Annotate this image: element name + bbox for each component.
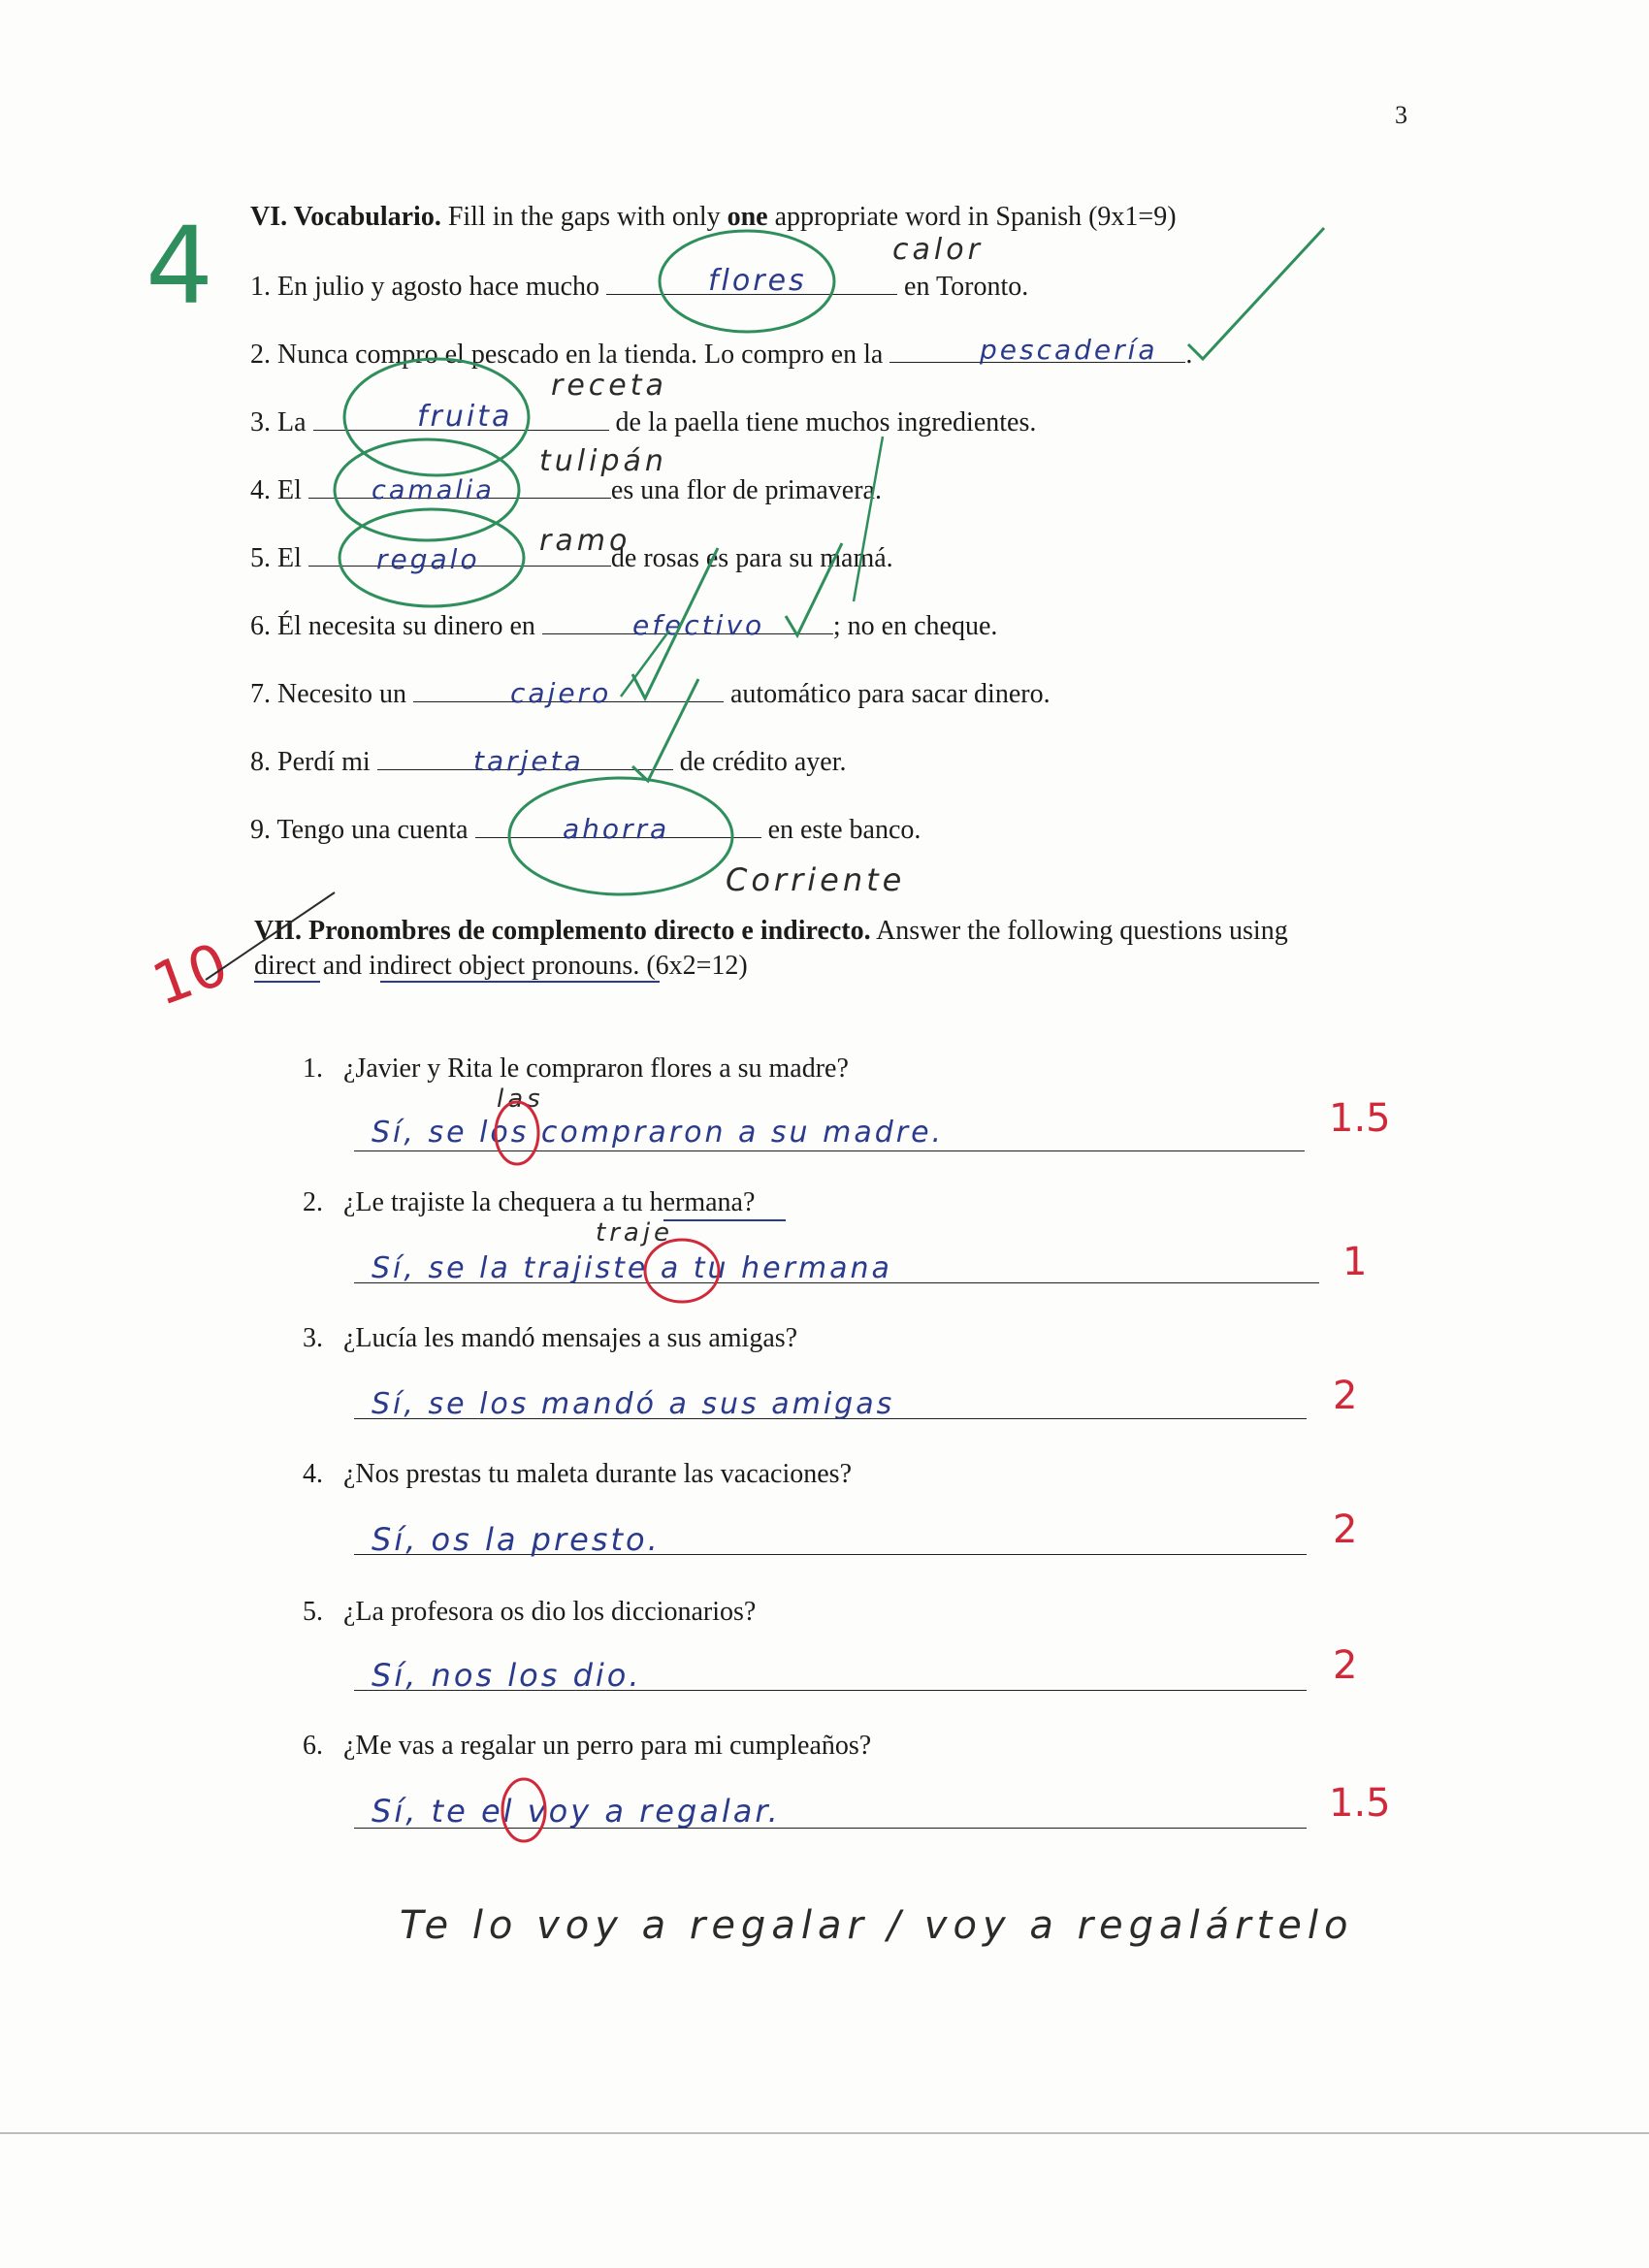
vocab-item-2-after: . [1185, 340, 1193, 370]
vocab-item-9-correction: Corriente [726, 861, 906, 898]
pron-question-3-num: 3. [303, 1323, 323, 1353]
vocab-item-6-answer: efectivo [632, 609, 765, 641]
vocab-item-2-prompt: 2. Nunca compro el pescado en la tienda. Lo compro en la [250, 340, 884, 370]
vocab-item-8-after: de crédito ayer. [679, 747, 847, 777]
section-6-one: one [727, 202, 768, 232]
pron-points-2: 1 [1342, 1240, 1368, 1284]
vocab-item-1-prompt: 1. En julio y agosto hace mucho [250, 272, 600, 302]
pron-correction-2: traje [596, 1218, 674, 1247]
vocab-item-1-after: en Toronto. [904, 272, 1029, 302]
section-6-instr: Fill in the gaps with only [440, 202, 728, 232]
pron-question-6-text: ¿Me vas a regalar un perro para mi cumpleaños? [343, 1731, 872, 1761]
pron-answer-3: Sí, se los mandó a sus amigas [372, 1387, 895, 1421]
pron-question-1-text: ¿Javier y Rita le compraron flores a su madre? [343, 1053, 849, 1084]
vocab-item-6-after: ; no en cheque. [832, 611, 998, 641]
pron-question-3-text: ¿Lucía les mandó mensajes a sus amigas? [343, 1323, 798, 1353]
vocab-item-9-after: en este banco. [767, 815, 922, 845]
vocab-item-5-prompt: 5. El [250, 543, 302, 573]
vocab-item-9-prompt: 9. Tengo una cuenta [250, 815, 469, 845]
red-circle-q6 [502, 1779, 545, 1841]
pron-points-5: 2 [1333, 1643, 1358, 1688]
vocab-item-5-after: de rosas es para su mamá. [610, 543, 893, 573]
pron-points-1: 1.5 [1329, 1096, 1391, 1141]
section-7-score: 10 [144, 930, 238, 1020]
pron-question-6-num: 6. [303, 1731, 323, 1761]
vocab-item-9-answer: ahorra [563, 813, 670, 845]
vocab-item-5-answer: regalo [376, 543, 480, 575]
section-6-instr-end: appropriate word in Spanish (9x1=9) [767, 202, 1177, 232]
pron-question-5-text: ¿La profesora os dio los diccionarios? [343, 1597, 757, 1627]
section-7-title-line2: direct and indirect object pronouns. (6x2=12) [254, 951, 748, 981]
vocab-item-3-after: de la paella tiene muchos ingredientes. [615, 407, 1037, 437]
pron-answer-4: Sí, os la presto. [372, 1521, 661, 1558]
vocab-item-7-answer: cajero [510, 677, 612, 709]
teacher-note: Te lo voy a regalar / voy a regalártelo [400, 1903, 1354, 1948]
page-number: 3 [1395, 101, 1407, 129]
check-icon [1188, 228, 1324, 359]
vocab-item-8-prompt: 8. Perdí mi [250, 747, 371, 777]
pron-question-2-text: ¿Le trajiste la chequera a tu hermana? [343, 1187, 756, 1217]
pron-correction-1: las [497, 1085, 544, 1114]
check-icon [786, 543, 842, 635]
vocab-item-3-correction: receta [551, 369, 667, 403]
green-circle-item-1 [660, 231, 834, 332]
vocab-item-7-after: automático para sacar dinero. [729, 679, 1051, 709]
section-7-instr: Answer the following questions using [870, 916, 1288, 946]
red-circle-q2 [645, 1240, 719, 1302]
section-6-heading: VI. Vocabulario. [250, 202, 441, 232]
section-6-score: 4 [146, 204, 213, 328]
green-circle-item-5 [340, 509, 524, 606]
scan-edge [0, 2132, 1649, 2134]
pron-question-5-num: 5. [303, 1597, 323, 1627]
pron-points-4: 2 [1333, 1507, 1358, 1552]
pron-question-2-num: 2. [303, 1187, 323, 1217]
vocab-item-8-answer: tarjeta [473, 745, 584, 777]
section-7-heading: VII. Pronombres de complemento directo e indirecto. [254, 916, 871, 946]
slash-mark [206, 892, 335, 980]
vocab-item-2-answer: pescadería [980, 334, 1158, 366]
pron-points-6: 1.5 [1329, 1781, 1391, 1826]
vocab-item-3-prompt: 3. La [250, 407, 307, 437]
pron-answer-2: Sí, se la trajiste a tu hermana [372, 1251, 892, 1285]
pron-answer-5: Sí, nos los dio. [372, 1657, 642, 1694]
green-circle-item-3 [344, 359, 529, 475]
vocab-item-3-answer: fruita [417, 400, 513, 434]
pron-question-4-num: 4. [303, 1459, 323, 1489]
vocab-item-4-after: es una flor de primavera. [610, 475, 882, 505]
green-circle-item-9 [509, 778, 732, 894]
vocab-item-5-correction: ramo [539, 524, 631, 558]
check-stroke [854, 437, 883, 601]
vocab-item-1-correction: calor [892, 233, 984, 267]
vocab-item-4-correction: tulipán [539, 444, 667, 478]
pron-points-3: 2 [1333, 1374, 1358, 1418]
check-icon [632, 548, 718, 698]
vocab-item-4-answer: camalia [372, 475, 495, 505]
pron-answer-1: Sí, se los compraron a su madre. [372, 1116, 945, 1150]
vocab-item-7-prompt: 7. Necesito un [250, 679, 406, 709]
pron-question-4-text: ¿Nos prestas tu maleta durante las vacaciones? [343, 1459, 853, 1489]
vocab-item-4-prompt: 4. El [250, 475, 302, 505]
vocab-item-1-answer: flores [708, 264, 807, 298]
pron-question-1-num: 1. [303, 1053, 323, 1084]
vocab-item-6-prompt: 6. Él necesita su dinero en [250, 611, 535, 641]
pron-answer-6: Sí, te el voy a regalar. [372, 1793, 781, 1830]
red-circle-q1 [496, 1102, 538, 1164]
